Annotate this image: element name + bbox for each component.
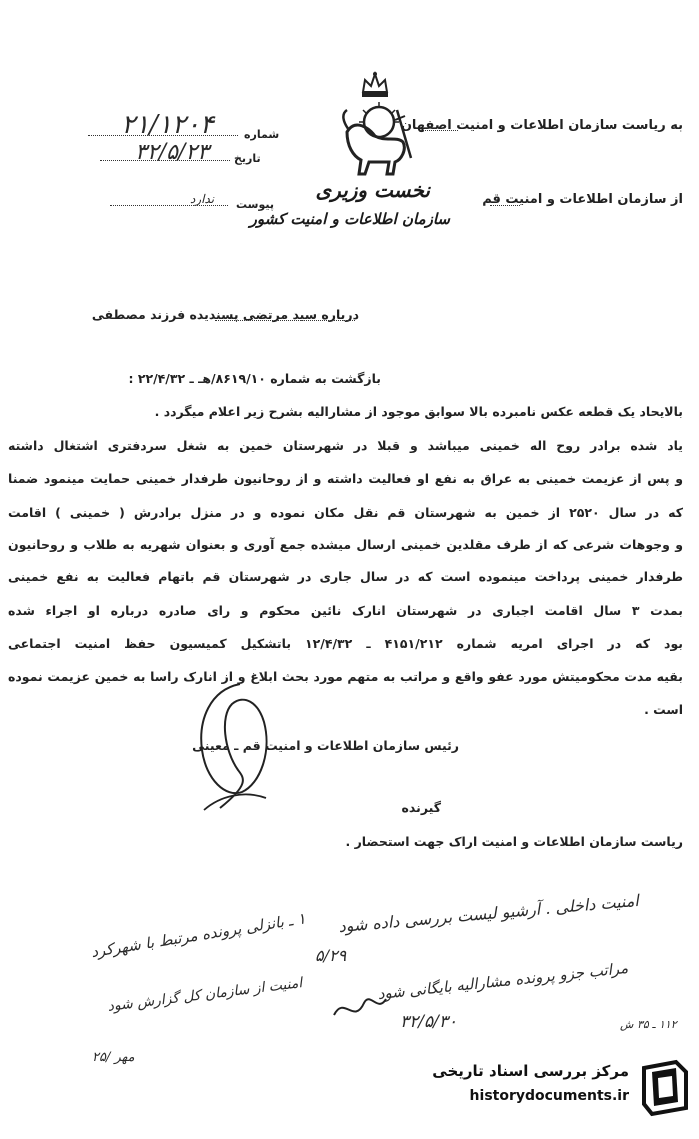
number-value: ۲۱/۱۲۰۴ (121, 110, 214, 140)
handwritten-left-initials: ۲۵/ مهر (92, 1050, 135, 1065)
date-value: ۳۲/۵/۲۳ (135, 140, 209, 165)
signature-line: رئیس سازمان اطلاعات و امنیت قم ـ معینی (192, 738, 459, 753)
footer-banner (400, 1052, 699, 1139)
recipient-line: به ریاست سازمان اطلاعات و امنیت اصفهان (400, 118, 683, 133)
archive-logo-icon (636, 1058, 692, 1118)
body-line: یاد شده برادر روح اله خمینی میباشد و قبلا در شهرستان خمین به شغل سردفتری اشتغال داشته (8, 438, 683, 453)
handwritten-initials-icon (330, 985, 390, 1030)
ministry-title: نخست وزیری (315, 178, 430, 202)
number-dots (88, 135, 238, 136)
body-line: طرفدار خمینی پرداخت مینموده است که در سال جاری در شهرستان قم باتهام فعالیت به نفع خمینی (8, 569, 683, 584)
date-label: تاریخ (234, 152, 261, 165)
handwritten-signature-icon (180, 680, 300, 820)
body-line: و پس از عزیمت خمینی به عراق به نفع او فعالیت داشته و از روحانیون طرفدار خمینی حمایت مینمود ضمنا (8, 471, 683, 486)
handwritten-note-middle: مراتب جزو پرونده مشارالیه بایگانی شود (377, 958, 630, 1004)
body-line: بقیه مدت محکومیتش مورد عفو واقع و مراتب به متهم مورد بحث ابلاغ و از انارک راسا به خمین عزیمت نموده (8, 669, 683, 684)
form-code: ۱۱۲ ـ ۳۵ ش (620, 1018, 677, 1031)
cc-line: ریاست سازمان اطلاعات و امنیت اراک جهت استحضار . (345, 834, 683, 849)
attachment-value: ندارد (190, 192, 215, 206)
cc-label: گیرنده (401, 800, 441, 815)
body-line: بمدت ۳ سال اقامت اجباری در شهرستان انارک نائین محکوم و رای صادره درباره او اجراء شده (8, 603, 683, 618)
subject-line: درباره سید مرتضی پسندیده فرزند مصطفی (91, 307, 359, 322)
archive-website: historydocuments.ir (469, 1088, 629, 1104)
handwritten-note-code: ۵/۲۹ (315, 946, 347, 965)
handwritten-left-line2: امنیت از سازمان کل گزارش شود (106, 975, 304, 1015)
body-line: بود که در اجرای امریه شماره ۴۱۵۱/۲۱۲ ـ ۱۲/۴/۳۲ باتشکیل کمیسیون حفظ امنیت اجتماعی (8, 636, 683, 651)
subject-dots (215, 320, 355, 321)
sender-dots (490, 205, 520, 206)
handwritten-note-top: امنیت داخلی . آرشیو لیست بررسی داده شود (337, 890, 640, 937)
handwritten-left-line1: ۱ ـ بانزلی پرونده مرتبط با شهرکرد (89, 909, 307, 962)
recipient-dots (420, 130, 458, 131)
body-line-ref: بازگشت به شماره ۸۶۱۹/۱۰/هـ ـ ۲۲/۴/۳۲ : (128, 371, 381, 386)
date-dots (100, 160, 230, 161)
body-line-end: است . (644, 702, 683, 717)
organization-title: سازمان اطلاعات و امنیت کشور (249, 210, 450, 228)
archive-name: مرکز بررسی اسناد تاریخی (432, 1062, 629, 1080)
sender-line: از سازمان اطلاعات و امنیت قم (482, 192, 683, 207)
attachment-dots (110, 205, 228, 206)
attachment-label: پیوست (236, 198, 274, 211)
body-line: بالایحاد یک قطعه عکس نامبرده بالا سوابق موجود از مشارالیه بشرح زیر اعلام میگردد . (154, 404, 683, 419)
body-line: و وجوهات شرعی که از طرف مقلدین خمینی ارسال میشده جمع آوری و بعنوان شهریه به طلاب و روحانیون (8, 537, 683, 552)
body-line: که در سال ۲۵۲۰ از خمین به شهرستان قم نقل مکان نموده و در منزل برادرش ( خمینی ) اقامت (8, 505, 683, 520)
number-label: شماره (244, 128, 280, 141)
handwritten-note-date: ۳۲/۵/۳۰ (400, 1012, 458, 1032)
